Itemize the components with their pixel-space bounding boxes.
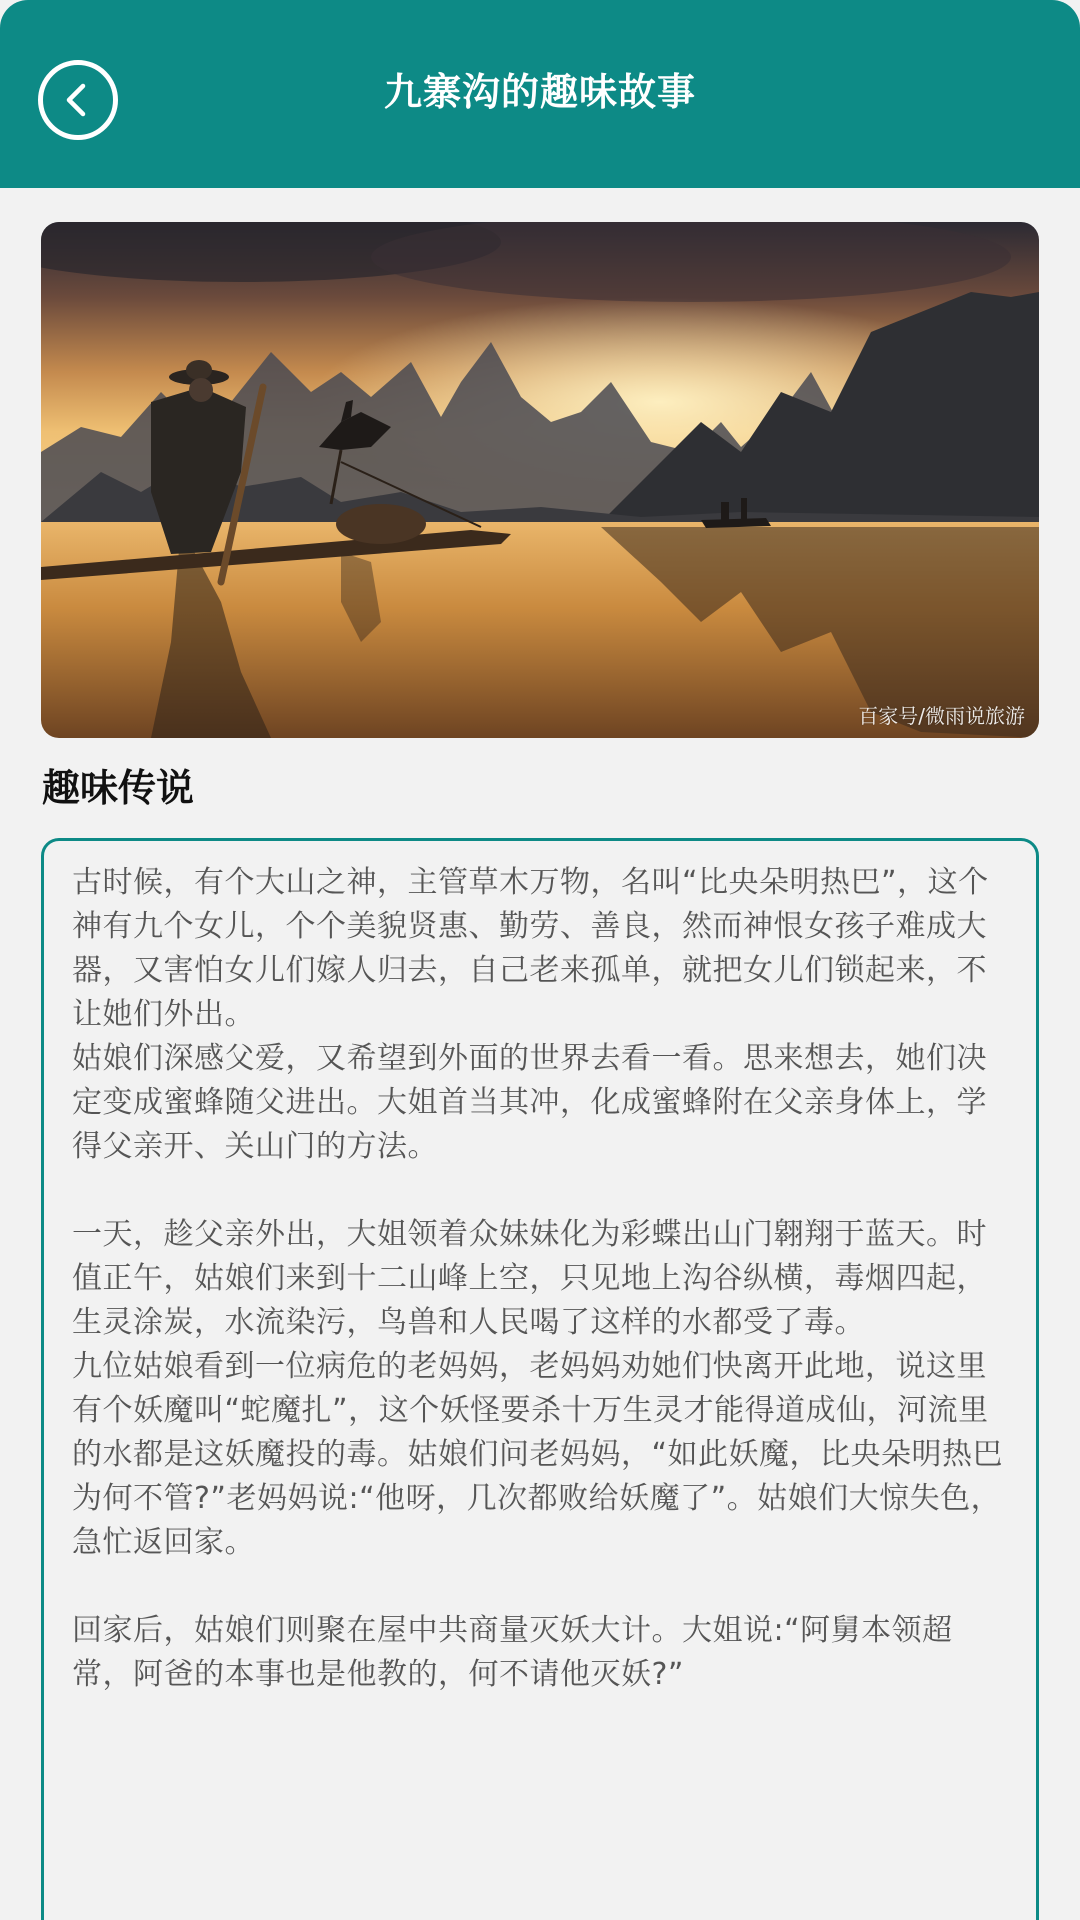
story-text: 古时候，有个大山之神，主管草木万物，名叫“比央朵明热巴”，这个神有九个女儿，个个美貌贤惠、勤劳、善良，然而神恨女孩子难成大器，又害怕女儿们嫁人归去，自己老来孤单，就把女儿们锁起来，不让她们外出。 姑娘们深感父爱，又希望到外面的世界去看一看。思来想去，她们决定变成蜜蜂随父进出。大姐首当其冲，化成蜜蜂附在父亲身体上，学得父亲开、关山门的方法。 一天，趁父亲外出，大姐领着众妹妹化为彩蝶出山门翱翔于蓝天。时值正午，姑娘们来到十二山峰上空，只见地上沟谷纵横，毒烟四起，生灵涂炭，水流染污，鸟兽和人民喝了这样的水都受了毒。 九位姑娘看到一位病危的老妈妈，老妈妈劝她们快离开此地，说这里有个妖魔叫“蛇魔扎”，这个妖怪要杀十万生灵才能得道成仙，河流里的水都是这妖魔投的毒。姑娘们问老妈妈，“如此妖魔，比央朵明热巴为何不管?”老妈妈说:“他呀，几次都败给妖魔了”。姑娘们大惊失色，急忙返回家。 回家后，姑娘们则聚在屋中共商量灭妖大计。大姐说:“阿舅本领超常，阿爸的本事也是他教的，何不请他灭妖?” xyxy=(72,865,1004,1692)
image-watermark: 百家号/微雨说旅游 xyxy=(858,704,1025,728)
app-header xyxy=(0,0,1080,188)
hero-image xyxy=(41,222,1039,738)
cormorant-fisherman-scene xyxy=(41,222,1039,738)
section-title: 趣味传说 xyxy=(42,766,195,810)
story-text-box[interactable] xyxy=(41,838,1039,1920)
page-title: 九寨沟的趣味故事 xyxy=(383,70,696,114)
